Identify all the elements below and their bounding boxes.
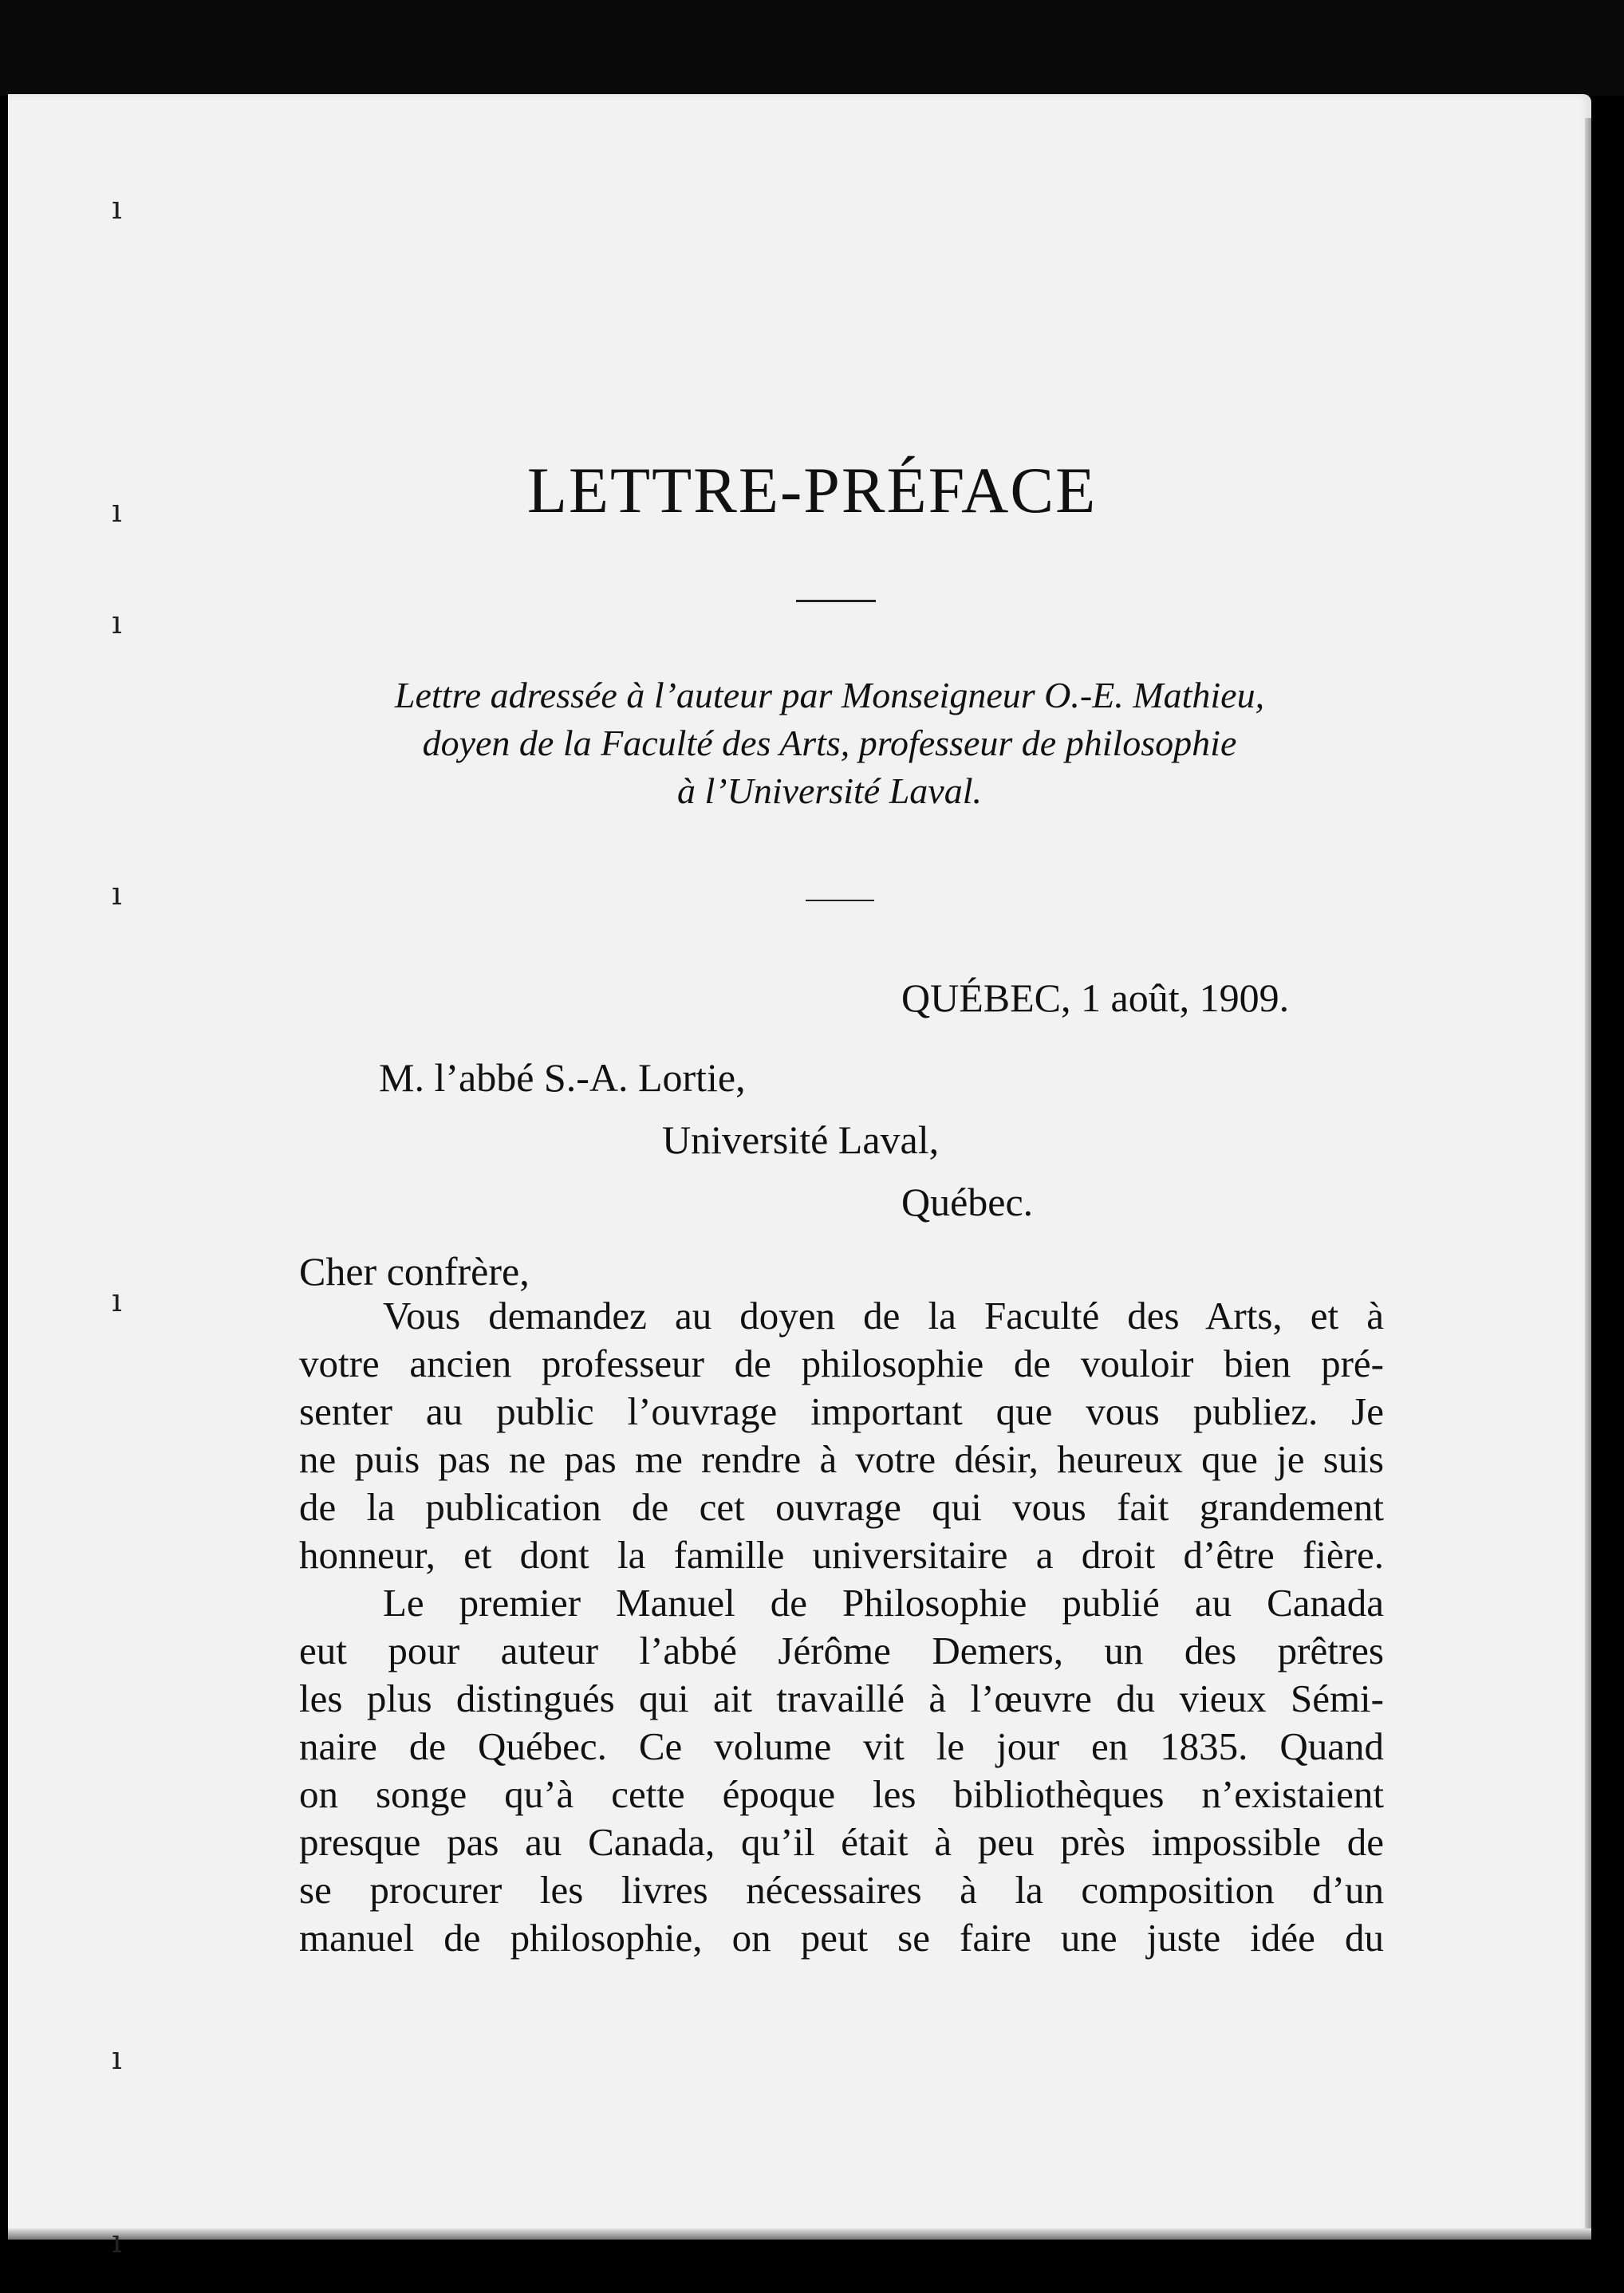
body-line: senter au public l’ouvrage important que vous publiez. Je: [299, 1389, 1384, 1433]
body-line: Vous demandez au doyen de la Faculté des Arts, et à: [383, 1294, 1384, 1338]
subtitle: [239, 672, 1420, 815]
body-line: honneur, et dont la famille universitaire a droit d’être fière.: [299, 1533, 1384, 1577]
page-bottom-edge: [8, 2228, 1591, 2240]
body-line: les plus distingués qui ait travaillé à l’œuvre du vieux Sémi-: [299, 1676, 1384, 1720]
body-line: Le premier Manuel de Philosophie publié au Canada: [383, 1581, 1384, 1625]
margin-mark: ı: [112, 2224, 122, 2260]
body-line: de la publication de cet ouvrage qui vous fait grandement: [299, 1485, 1384, 1529]
salutation: Cher confrère,: [299, 1249, 530, 1294]
body-line: naire de Québec. Ce volume vit le jour en 1835. Quand: [299, 1724, 1384, 1768]
margin-mark: ı: [112, 605, 122, 641]
address-line: Université Laval,: [662, 1117, 940, 1162]
address-line: M. l’abbé S.-A. Lortie,: [379, 1055, 746, 1100]
margin-mark: ı: [112, 493, 122, 530]
dateline: QUÉBEC, 1 août, 1909.: [901, 975, 1290, 1020]
margin-mark: ı: [112, 1282, 122, 1319]
body-line: ne puis pas ne pas me rendre à votre désir, heureux que je suis: [299, 1437, 1384, 1481]
subtitle-line: à l’Université Laval.: [677, 770, 982, 811]
body-line: se procurer les livres nécessaires à la composition d’un: [299, 1868, 1384, 1912]
body-line: on songe qu’à cette époque les bibliothèques n’existaient: [299, 1772, 1384, 1816]
scan-background: [0, 0, 1624, 96]
margin-mark: ı: [112, 190, 122, 227]
subtitle-line: Lettre adressée à l’auteur par Monseigneur O.-E. Mathieu,: [394, 675, 1265, 715]
margin-mark: ı: [112, 2040, 122, 2077]
address-line: Québec.: [901, 1180, 1034, 1224]
letter-body: [299, 1292, 1384, 1962]
page-edge-shadow: [1585, 118, 1591, 2232]
body-line: presque pas au Canada, qu’il était à peu près impossible de: [299, 1820, 1384, 1864]
margin-mark: ı: [112, 876, 122, 912]
subtitle-line: doyen de la Faculté des Arts, professeur de philosophie: [422, 723, 1237, 763]
body-line: manuel de philosophie, on peut se faire une juste idée du: [299, 1916, 1384, 1960]
subtitle-rule: [806, 900, 874, 901]
body-line: votre ancien professeur de philosophie de vouloir bien pré-: [299, 1342, 1384, 1385]
title-rule: [796, 600, 876, 602]
body-line: eut pour auteur l’abbé Jérôme Demers, un des prêtres: [299, 1629, 1384, 1672]
page-title: LETTRE-PRÉFACE: [526, 454, 1098, 526]
